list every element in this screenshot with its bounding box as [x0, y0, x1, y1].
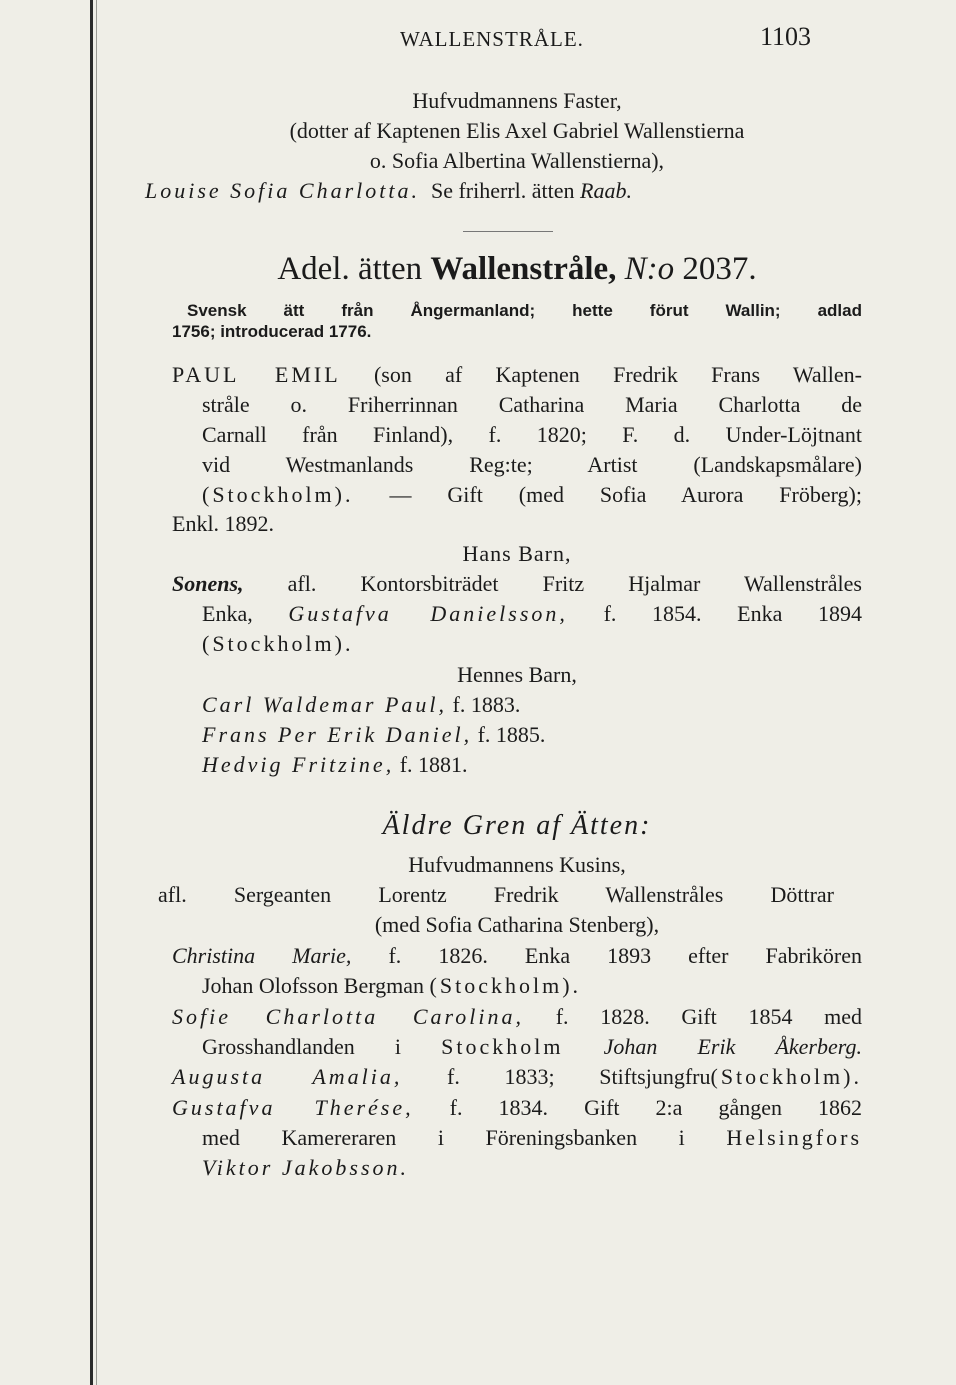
- text: f. 1826. Enka 1893 efter Fabrikören: [388, 943, 863, 968]
- cross-reference: Raab.: [580, 178, 632, 203]
- text-line: o. Sofia Albertina Wallenstierna),: [369, 148, 665, 173]
- city: Helsingfors: [726, 1125, 863, 1150]
- text: f. 1854. Enka 1894: [603, 601, 862, 626]
- person-name: Viktor Jakobsson.: [202, 1155, 410, 1180]
- text: f. 1828. Gift 1854 med: [555, 1004, 862, 1029]
- text: med Kamereraren i Föreningsbanken i: [202, 1125, 685, 1150]
- city: (Stockholm).: [710, 1064, 862, 1089]
- section-heading: Hennes Barn,: [457, 662, 577, 687]
- entry-line: [172, 1095, 862, 1121]
- family-title: [172, 250, 862, 288]
- entry-line: [172, 943, 862, 969]
- text-line: stråle o. Friherrinnan Catharina Maria Charlotta de: [202, 392, 862, 417]
- text: afl. Kontorsbiträdet Fritz Hjalmar Wallenstråles: [287, 571, 862, 596]
- entry-line: [202, 973, 862, 999]
- running-title: WALLENSTRÅLE.: [400, 27, 584, 51]
- person-name: Frans Per Erik Daniel,: [202, 722, 473, 747]
- entry-line: [202, 601, 862, 627]
- person-name: PAUL EMIL: [172, 362, 341, 387]
- text: f. 1883.: [452, 692, 521, 717]
- page-binding-shadow: [96, 0, 97, 1385]
- text: f. 1885.: [477, 722, 546, 747]
- text: f. 1881.: [399, 752, 468, 777]
- text: Enka,: [202, 601, 253, 626]
- number-label: N:o: [624, 251, 675, 287]
- branch-heading: Äldre Gren af Ätten:: [382, 810, 652, 841]
- person-name: Gustafva Therése,: [172, 1095, 414, 1120]
- family-intro: Svensk ätt från Ångermanland; hette förut Wallin; adlad: [187, 301, 862, 320]
- page-binding-edge: [90, 0, 93, 1385]
- entry-line: [172, 1064, 862, 1090]
- family-intro: 1756; introducerad 1776.: [172, 322, 372, 341]
- page-number: 1103: [760, 22, 812, 51]
- entry-line: [172, 362, 862, 388]
- text-line: afl. Sergeanten Lorentz Fredrik Wallenstråles Döttrar: [158, 882, 834, 907]
- text: Grosshandlanden i: [202, 1034, 401, 1059]
- person-name: Gustafva Danielsson,: [288, 601, 568, 626]
- city: (Stockholm).: [202, 631, 354, 656]
- city: (Stockholm).: [202, 482, 354, 507]
- list-item: [202, 752, 862, 778]
- text-line: Enkl. 1892.: [172, 511, 275, 536]
- text: Johan Olofsson Bergman: [202, 973, 425, 998]
- text: (son af Kaptenen Fredrik Frans Wallen-: [373, 362, 862, 387]
- person-name: Louise Sofia Charlotta.: [145, 178, 420, 203]
- text-line: vid Westmanlands Reg:te; Artist (Landskapsmålare): [202, 452, 862, 477]
- person-name: Christina Marie,: [172, 943, 352, 968]
- person-name: Johan Erik Åkerberg.: [603, 1034, 863, 1059]
- family-number: 2037.: [682, 251, 757, 287]
- list-item: [202, 692, 862, 718]
- text-line: (dotter af Kaptenen Elis Axel Gabriel Wallenstierna: [289, 118, 745, 143]
- person-name: Sofie Charlotta Carolina,: [172, 1004, 525, 1029]
- section-divider: [463, 231, 553, 232]
- text-line: (med Sofia Catharina Stenberg),: [374, 912, 660, 937]
- text-line: Carnall från Finland), f. 1820; F. d. Under-Löjtnant: [202, 422, 862, 447]
- city: (Stockholm).: [429, 973, 582, 998]
- person-name: Augusta Amalia,: [172, 1064, 403, 1089]
- entry-line: [145, 178, 632, 204]
- entry-line: [172, 1004, 862, 1030]
- label: Sonens,: [172, 571, 244, 596]
- list-item: [202, 722, 862, 748]
- section-heading: Hufvudmannens Faster,: [412, 88, 622, 113]
- city: Stockholm: [441, 1034, 564, 1059]
- text: — Gift (med Sofia Aurora Fröberg);: [389, 482, 862, 507]
- section-heading: Hufvudmannens Kusins,: [408, 852, 626, 877]
- person-name: Hedvig Fritzine,: [202, 752, 395, 777]
- title-prefix: Adel. ätten: [277, 251, 423, 287]
- family-name: Wallenstråle,: [430, 251, 617, 287]
- text-line: [202, 482, 862, 508]
- entry-line: [202, 1034, 862, 1060]
- section-heading: Hans Barn,: [462, 541, 572, 566]
- person-name: Carl Waldemar Paul,: [202, 692, 448, 717]
- entry-line: [172, 571, 862, 597]
- text: Se friherrl. ätten: [430, 178, 575, 203]
- text: f. 1833; Stiftsjungfru: [447, 1064, 711, 1089]
- entry-line: [202, 1125, 862, 1151]
- text: f. 1834. Gift 2:a gången 1862: [449, 1095, 863, 1120]
